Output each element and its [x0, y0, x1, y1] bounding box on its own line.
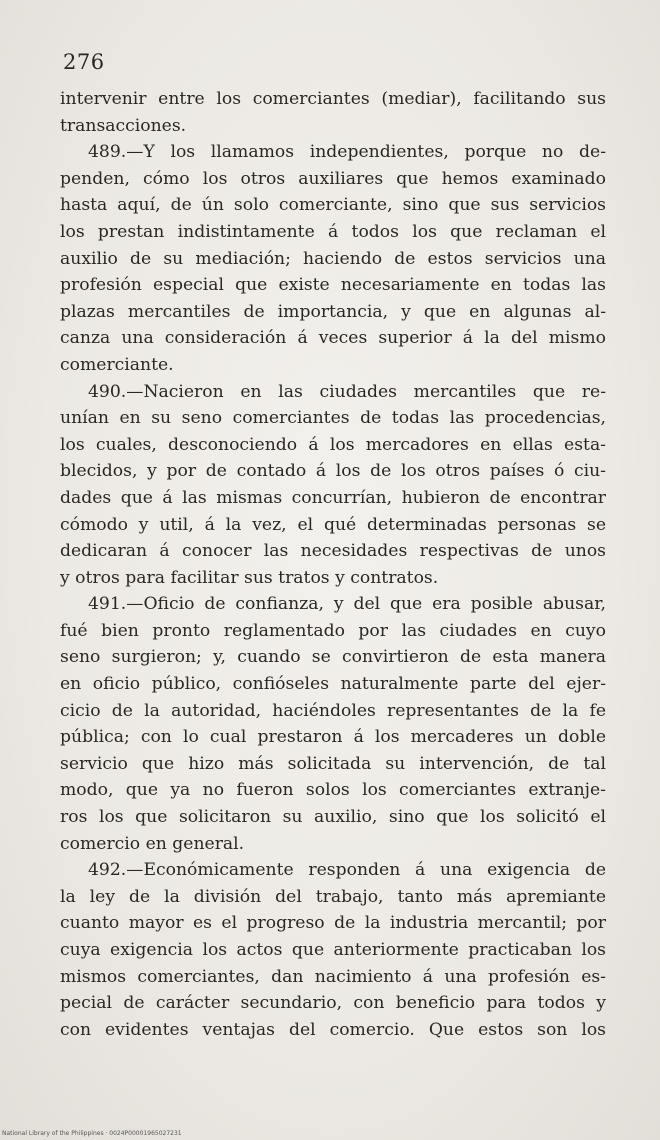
text-line: pública; con lo cual prestaron á los mercaderes un doble	[60, 727, 606, 748]
scan-footer: National Library of the Philippines · 0024P00001965027231	[2, 1130, 182, 1137]
text-line: 489.—Y los llamamos independientes, porque no de-	[88, 142, 606, 163]
page-number: 276	[63, 50, 105, 74]
text-line: en oficio público, confióseles naturalmente parte del ejer-	[60, 674, 606, 695]
text-line: hasta aquí, de ún solo comerciante, sino que sus servicios	[60, 195, 606, 216]
text-line: comerciante.	[60, 354, 174, 375]
body-text	[60, 86, 606, 1043]
text-line: pecial de carácter secundario, con beneficio para todos y	[60, 993, 606, 1014]
text-line: plazas mercantiles de importancia, y que en algunas al-	[60, 301, 606, 322]
text-line: blecidos, y por de contado á los de los otros países ó ciu-	[60, 461, 606, 482]
text-line: y otros para facilitar sus tratos y contratos.	[60, 567, 439, 588]
text-line: 490.—Nacieron en las ciudades mercantiles que re-	[88, 381, 606, 402]
text-line: cómodo y util, á la vez, el qué determinadas personas se	[60, 514, 606, 535]
text-line: cuya exigencia los actos que anteriormente practicaban los	[60, 940, 606, 960]
text-line: mismos comerciantes, dan nacimiento á una profesión es-	[60, 966, 606, 987]
text-line: canza una consideración á veces superior á la del mismo	[60, 328, 606, 349]
text-line: penden, cómo los otros auxiliares que hemos examinado	[60, 168, 606, 189]
text-line: intervenir entre los comerciantes (mediar), facilitando sus	[60, 89, 606, 109]
text-line: seno surgieron; y, cuando se convirtieron de esta manera	[60, 647, 606, 668]
text-line: los prestan indistintamente á todos los que reclaman el	[60, 221, 606, 242]
text-line: transacciones.	[60, 115, 187, 136]
text-line: la ley de la división del trabajo, tanto más apremiante	[60, 886, 606, 907]
text-line: los cuales, desconociendo á los mercadores en ellas esta-	[60, 434, 606, 455]
text-line: profesión especial que existe necesariamente en todas las	[60, 275, 606, 296]
text-line: ros los que solicitaron su auxilio, sino que los solicitó el	[60, 807, 606, 828]
text-line: auxilio de su mediación; haciendo de estos servicios una	[60, 248, 606, 269]
text-line: unían en su seno comerciantes de todas las procedencias,	[60, 408, 606, 429]
text-line: 491.—Oficio de confianza, y del que era posible abusar,	[88, 594, 606, 615]
text-line: fué bien pronto reglamentado por las ciudades en cuyo	[60, 620, 606, 641]
text-line: 492.—Económicamente responden á una exigencia de	[88, 860, 606, 881]
text-line: dedicaran á conocer las necesidades respectivas de unos	[60, 541, 606, 562]
text-line: dades que á las mismas concurrían, hubieron de encontrar	[60, 487, 606, 508]
text-line: con evidentes ventajas del comercio. Que estos son los	[60, 1019, 606, 1040]
text-line: modo, que ya no fueron solos los comerciantes extranje-	[60, 780, 606, 801]
text-line: cicio de la autoridad, haciéndoles representantes de la fe	[60, 700, 606, 721]
text-line: comercio en general.	[60, 833, 245, 854]
text-line: cuanto mayor es el progreso de la industria mercantil; por	[60, 913, 606, 934]
text-line: servicio que hizo más solicitada su intervención, de tal	[60, 753, 606, 774]
